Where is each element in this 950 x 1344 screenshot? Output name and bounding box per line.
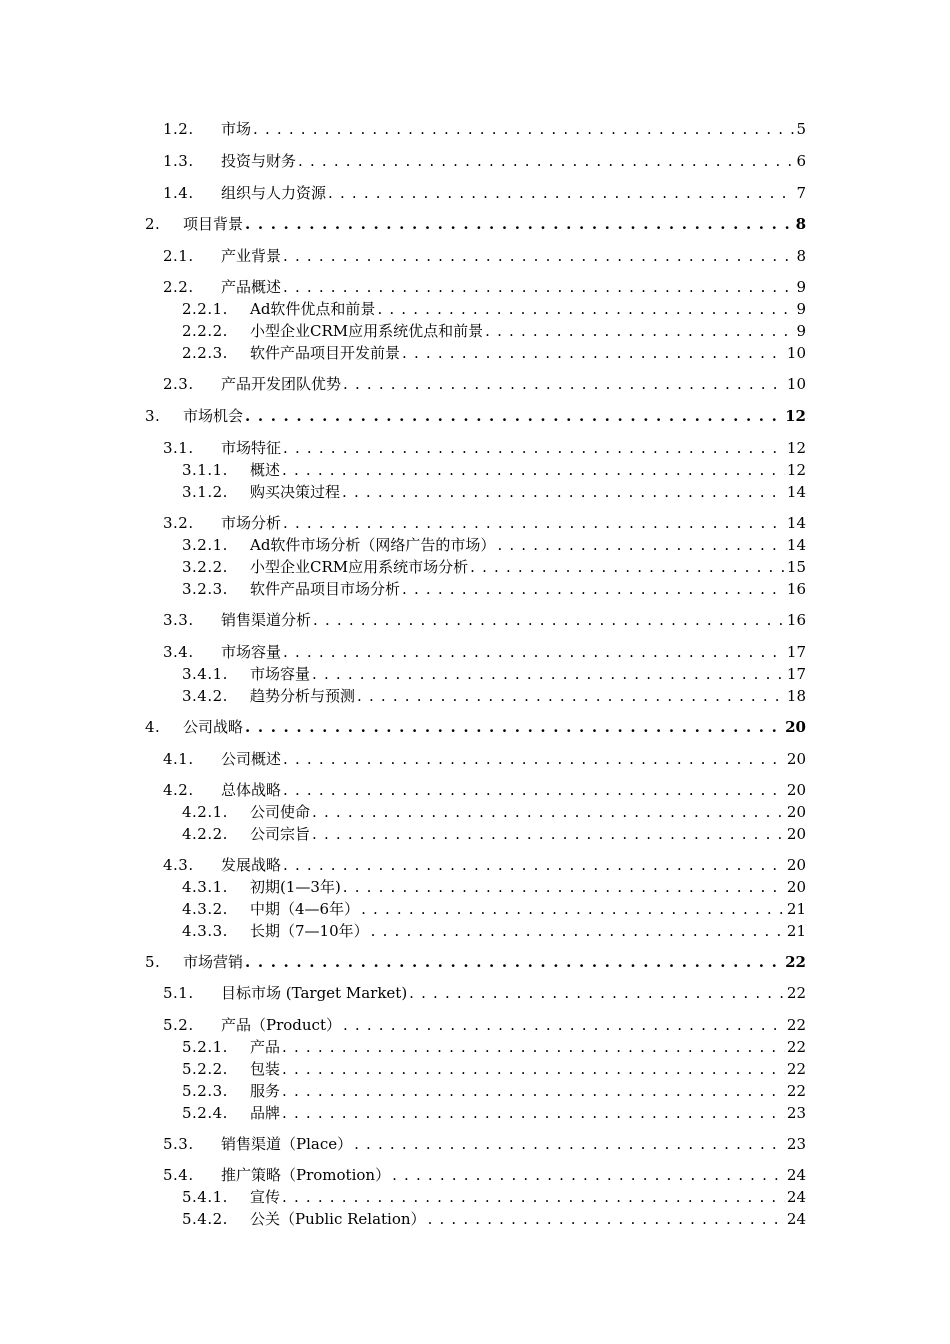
toc-entry-title: 总体战略 (221, 781, 282, 799)
toc-entry-number: 3.3. (163, 611, 194, 629)
toc-dot-leader (245, 406, 783, 426)
toc-entry-page-number: 16 (786, 611, 806, 629)
toc-dot-leader (313, 610, 785, 630)
toc-dot-leader (283, 513, 785, 533)
toc-entry[interactable] (182, 875, 806, 897)
toc-dot-leader (282, 1187, 785, 1207)
toc-entry-page-number: 24 (786, 1188, 806, 1206)
toc-dot-leader (361, 899, 785, 919)
toc-entry-title: Ad软件优点和前景 (250, 300, 376, 318)
toc-entry[interactable] (182, 297, 806, 319)
toc-entry[interactable] (182, 1207, 806, 1229)
toc-entry-number: 5.4. (163, 1166, 194, 1184)
toc-entry-page-number: 9 (796, 300, 806, 318)
toc-entry-number: 3.4.1. (182, 665, 228, 683)
toc-dot-leader (343, 877, 785, 897)
toc-entry-title: 软件产品项目开发前景 (250, 344, 401, 362)
toc-entry[interactable] (163, 981, 806, 1003)
toc-entry-title: 软件产品项目市场分析 (250, 580, 401, 598)
toc-dot-leader (282, 1059, 785, 1079)
toc-entry-title: 产品概述 (221, 278, 282, 296)
toc-entry-title: 市场容量 (221, 643, 282, 661)
toc-entry-page-number: 22 (786, 1082, 806, 1100)
toc-entry[interactable] (182, 1079, 806, 1101)
toc-dot-leader (253, 119, 794, 139)
toc-entry[interactable] (163, 1013, 806, 1035)
toc-entry[interactable] (163, 608, 806, 630)
toc-entry-page-number: 8 (795, 215, 806, 233)
toc-dot-leader (392, 1165, 785, 1185)
toc-entry[interactable] (163, 436, 806, 458)
toc-entry-title: 市场营销 (183, 953, 244, 971)
toc-dot-leader (409, 983, 785, 1003)
toc-dot-leader (312, 824, 785, 844)
toc-entry-title: 包装 (250, 1060, 281, 1078)
toc-entry-number: 3.2.2. (182, 558, 228, 576)
toc-entry[interactable] (182, 1035, 806, 1057)
toc-entry-page-number: 17 (786, 643, 806, 661)
toc-entry-page-number: 22 (786, 984, 806, 1002)
toc-entry-page-number: 20 (786, 803, 806, 821)
toc-entry-page-number: 10 (786, 344, 806, 362)
toc-entry-number: 3.1.1. (182, 461, 228, 479)
toc-entry[interactable] (163, 372, 806, 394)
toc-entry-title: 项目背景 (183, 215, 244, 233)
toc-entry-title: 公司概述 (221, 750, 282, 768)
toc-entry[interactable] (182, 341, 806, 363)
toc-entry-title: 产品（Product） (221, 1016, 341, 1034)
toc-entry[interactable] (182, 533, 806, 555)
toc-entry[interactable] (182, 800, 806, 822)
toc-dot-leader (354, 1134, 785, 1154)
toc-entry-number: 2.1. (163, 247, 194, 265)
toc-entry-page-number: 12 (786, 439, 806, 457)
toc-dot-leader (283, 855, 785, 875)
toc-entry-title: 市场分析 (221, 514, 282, 532)
toc-entry-number: 2. (145, 215, 161, 233)
toc-entry[interactable] (182, 555, 806, 577)
toc-entry-number: 3.2.1. (182, 536, 228, 554)
toc-entry-number: 5.2.4. (182, 1104, 228, 1122)
toc-entry-page-number: 20 (786, 781, 806, 799)
toc-entry-page-number: 20 (786, 878, 806, 896)
toc-entry-page-number: 21 (786, 922, 806, 940)
toc-entry-title: 长期（7—10年） (250, 922, 369, 940)
toc-entry-title: 趋势分析与预测 (250, 687, 356, 705)
toc-entry-number: 3.4. (163, 643, 194, 661)
toc-entry-page-number: 12 (785, 407, 806, 425)
toc-entry-number: 2.2.2. (182, 322, 228, 340)
toc-entry-page-number: 5 (796, 120, 806, 138)
toc-entry[interactable] (145, 404, 806, 426)
toc-dot-leader (245, 952, 783, 972)
toc-entry-page-number: 24 (786, 1166, 806, 1184)
toc-entry-title: 中期（4—6年） (250, 900, 360, 918)
toc-entry-title: 宣传 (250, 1188, 281, 1206)
toc-entry-number: 4.2. (163, 781, 194, 799)
toc-entry-page-number: 20 (785, 718, 806, 736)
toc-entry-page-number: 20 (786, 750, 806, 768)
toc-entry[interactable] (182, 919, 806, 941)
toc-entry-number: 1.4. (163, 184, 194, 202)
toc-entry-page-number: 12 (786, 461, 806, 479)
toc-dot-leader (402, 343, 785, 363)
toc-entry-page-number: 24 (786, 1210, 806, 1228)
toc-entry-page-number: 20 (786, 825, 806, 843)
toc-entry-number: 4.2.2. (182, 825, 228, 843)
toc-dot-leader (282, 1103, 785, 1123)
toc-entry-number: 4. (145, 718, 161, 736)
toc-entry-page-number: 22 (786, 1060, 806, 1078)
toc-entry[interactable] (182, 480, 806, 502)
toc-entry-number: 4.1. (163, 750, 194, 768)
toc-entry-number: 3.2. (163, 514, 194, 532)
toc-dot-leader (357, 686, 785, 706)
toc-dot-leader (283, 246, 794, 266)
toc-entry-title: 市场机会 (183, 407, 244, 425)
toc-entry[interactable] (182, 1057, 806, 1079)
toc-entry[interactable] (145, 715, 806, 737)
toc-entry-page-number: 21 (786, 900, 806, 918)
toc-entry[interactable] (182, 577, 806, 599)
toc-entry-number: 4.3. (163, 856, 194, 874)
toc-entry-page-number: 17 (786, 665, 806, 683)
toc-entry[interactable] (163, 747, 806, 769)
toc-entry[interactable] (182, 684, 806, 706)
toc-entry-title: 公司宗旨 (250, 825, 311, 843)
toc-entry-number: 5. (145, 953, 161, 971)
toc-entry[interactable] (182, 1101, 806, 1123)
toc-dot-leader (283, 438, 785, 458)
toc-entry-number: 2.2.3. (182, 344, 228, 362)
toc-entry-number: 5.2. (163, 1016, 194, 1034)
toc-dot-leader (282, 460, 785, 480)
toc-entry-title: 销售渠道（Place） (221, 1135, 353, 1153)
toc-entry-number: 5.2.2. (182, 1060, 228, 1078)
toc-entry-title: 组织与人力资源 (221, 184, 327, 202)
toc-entry-title: 销售渠道分析 (221, 611, 312, 629)
toc-entry-number: 5.1. (163, 984, 194, 1002)
toc-entry-number: 1.2. (163, 120, 194, 138)
toc-entry-title: 发展战略 (221, 856, 282, 874)
toc-entry-page-number: 22 (786, 1016, 806, 1034)
toc-dot-leader (377, 299, 794, 319)
toc-entry[interactable] (163, 511, 806, 533)
toc-entry-title: 产业背景 (221, 247, 282, 265)
toc-entry-page-number: 8 (796, 247, 806, 265)
toc-entry[interactable] (163, 640, 806, 662)
toc-entry-title: 概述 (250, 461, 281, 479)
toc-entry-page-number: 9 (796, 322, 806, 340)
toc-dot-leader (282, 1081, 785, 1101)
toc-entry-page-number: 23 (786, 1135, 806, 1153)
toc-entry[interactable] (163, 275, 806, 297)
toc-entry[interactable] (163, 853, 806, 875)
toc-entry-title: 目标市场 (Target Market) (221, 984, 408, 1002)
toc-entry-title: 品牌 (250, 1104, 281, 1122)
toc-entry-page-number: 15 (786, 558, 806, 576)
toc-dot-leader (282, 1037, 785, 1057)
toc-dot-leader (245, 717, 783, 737)
toc-dot-leader (328, 183, 794, 203)
toc-dot-leader (497, 535, 784, 555)
toc-entry-number: 2.3. (163, 375, 194, 393)
toc-dot-leader (428, 1209, 785, 1229)
toc-entry-title: 公关（Public Relation） (250, 1210, 426, 1228)
toc-entry-number: 3. (145, 407, 161, 425)
toc-entry-number: 4.2.1. (182, 803, 228, 821)
toc-entry[interactable] (182, 458, 806, 480)
toc-entry-title: 推广策略（Promotion） (221, 1166, 391, 1184)
toc-entry-title: 服务 (250, 1082, 281, 1100)
toc-dot-leader (343, 1015, 785, 1035)
toc-entry-page-number: 18 (786, 687, 806, 705)
toc-entry-page-number: 20 (786, 856, 806, 874)
toc-dot-leader (283, 749, 785, 769)
toc-entry-number: 5.4.1. (182, 1188, 228, 1206)
toc-entry-title: 产品 (250, 1038, 281, 1056)
toc-entry-page-number: 9 (796, 278, 806, 296)
toc-dot-leader (245, 214, 794, 234)
toc-entry-page-number: 23 (786, 1104, 806, 1122)
toc-entry-title: 投资与财务 (221, 152, 297, 170)
toc-entry-title: 公司使命 (250, 803, 311, 821)
toc-entry-number: 3.1.2. (182, 483, 228, 501)
toc-entry-number: 2.2. (163, 278, 194, 296)
toc-entry[interactable] (163, 181, 806, 203)
toc-entry[interactable] (163, 1132, 806, 1154)
toc-entry[interactable] (163, 1163, 806, 1185)
toc-entry-title: 市场 (221, 120, 252, 138)
toc-entry-page-number: 22 (785, 953, 806, 971)
toc-entry-number: 5.2.1. (182, 1038, 228, 1056)
toc-entry[interactable] (182, 319, 806, 341)
toc-entry-number: 4.3.1. (182, 878, 228, 896)
toc-entry[interactable] (182, 662, 806, 684)
toc-dot-leader (283, 780, 785, 800)
toc-entry[interactable] (163, 244, 806, 266)
toc-entry-number: 3.4.2. (182, 687, 228, 705)
toc-dot-leader (343, 374, 785, 394)
toc-entry[interactable] (163, 149, 806, 171)
toc-entry-page-number: 14 (786, 483, 806, 501)
toc-entry-number: 3.2.3. (182, 580, 228, 598)
toc-entry-title: 小型企业CRM应用系统市场分析 (250, 558, 469, 576)
toc-entry-page-number: 10 (786, 375, 806, 393)
toc-dot-leader (312, 664, 785, 684)
toc-entry[interactable] (163, 117, 806, 139)
toc-dot-leader (470, 557, 785, 577)
toc-dot-leader (312, 802, 785, 822)
toc-entry-page-number: 6 (796, 152, 806, 170)
toc-entry-title: 小型企业CRM应用系统优点和前景 (250, 322, 484, 340)
toc-entry[interactable] (182, 822, 806, 844)
toc-entry-title: 公司战略 (183, 718, 244, 736)
toc-entry-page-number: 14 (786, 514, 806, 532)
toc-entry[interactable] (145, 212, 806, 234)
toc-entry-number: 5.4.2. (182, 1210, 228, 1228)
toc-entry-title: 购买决策过程 (250, 483, 341, 501)
toc-entry-title: 初期(1—3年) (250, 878, 341, 896)
toc-entry-number: 5.3. (163, 1135, 194, 1153)
toc-dot-leader (283, 277, 794, 297)
toc-entry-number: 4.3.3. (182, 922, 228, 940)
toc-dot-leader (402, 579, 785, 599)
toc-entry-title: 市场容量 (250, 665, 311, 683)
toc-entry-page-number: 14 (786, 536, 806, 554)
toc-entry[interactable] (182, 1185, 806, 1207)
toc-entry-number: 1.3. (163, 152, 194, 170)
toc-entry[interactable] (145, 950, 806, 972)
toc-dot-leader (283, 642, 785, 662)
toc-entry-page-number: 22 (786, 1038, 806, 1056)
toc-dot-leader (485, 321, 794, 341)
toc-entry-title: 产品开发团队优势 (221, 375, 342, 393)
toc-entry-title: 市场特征 (221, 439, 282, 457)
toc-entry-page-number: 16 (786, 580, 806, 598)
toc-dot-leader (371, 921, 785, 941)
toc-entry-number: 5.2.3. (182, 1082, 228, 1100)
toc-dot-leader (342, 482, 785, 502)
toc-entry-number: 3.1. (163, 439, 194, 457)
toc-entry-title: Ad软件市场分析（网络广告的市场） (250, 536, 496, 554)
toc-entry[interactable] (182, 897, 806, 919)
toc-entry[interactable] (163, 778, 806, 800)
toc-dot-leader (298, 151, 794, 171)
toc-entry-page-number: 7 (796, 184, 806, 202)
toc-entry-number: 4.3.2. (182, 900, 228, 918)
toc-entry-number: 2.2.1. (182, 300, 228, 318)
